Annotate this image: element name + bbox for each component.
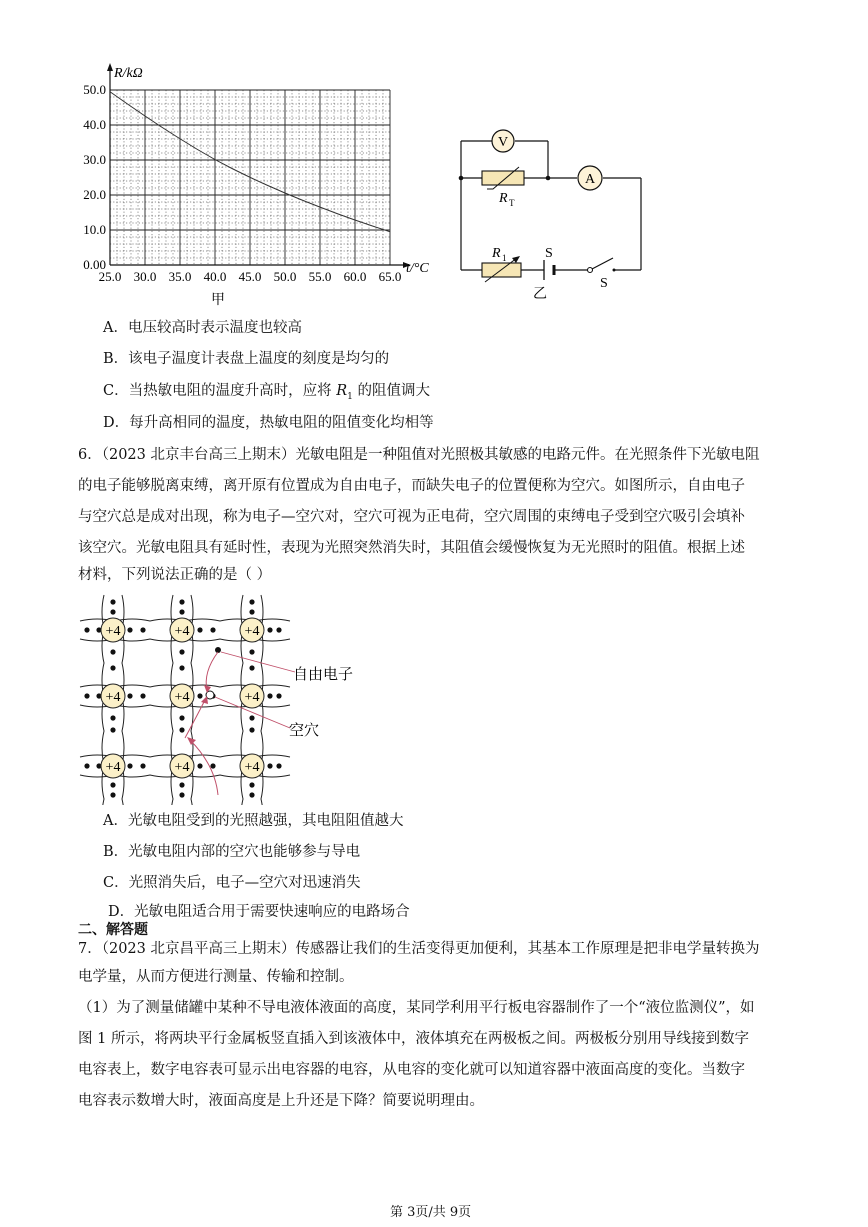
page-footer: 第 3页/共 9页: [390, 1205, 472, 1220]
bond-electron: [110, 792, 115, 797]
bond-electron: [179, 715, 184, 720]
bond-electron: [249, 649, 254, 654]
y-tick-label: 0.00: [83, 257, 106, 272]
bond-electron: [197, 627, 202, 632]
bond-electron: [179, 792, 184, 797]
bond-electron: [197, 763, 202, 768]
q5-option-d: D．每升高相同的温度，热敏电阻的阻值变化均相等: [103, 415, 434, 431]
bond-electron: [179, 727, 184, 732]
x-tick-label: 35.0: [168, 269, 192, 284]
bond-electron: [110, 649, 115, 654]
bond-electron: [249, 609, 254, 614]
bond-electron: [249, 599, 254, 604]
atom-label: +4: [105, 624, 121, 639]
bond-electron: [249, 792, 254, 797]
bond-electron: [127, 627, 132, 632]
bond-electron: [140, 693, 145, 698]
semiconductor-lattice: [75, 590, 375, 805]
y-tick-label: 50.0: [83, 82, 106, 97]
bond-electron: [249, 665, 254, 670]
atom-label: +4: [174, 760, 190, 775]
y-tick-label: 40.0: [83, 117, 106, 132]
bond-electron: [84, 763, 89, 768]
rheostat-subscript: 1: [502, 253, 507, 263]
atom-label: +4: [105, 760, 121, 775]
atom-label: +4: [105, 690, 121, 705]
hole-label: 空穴: [289, 723, 320, 739]
y-tick-label: 10.0: [83, 222, 106, 237]
q6-option-d: D．光敏电阻适合用于需要快速响应的电路场合: [108, 904, 410, 920]
x-tick-label: 65.0: [378, 269, 402, 284]
x-tick-label: 60.0: [343, 269, 367, 284]
bond-electron: [140, 627, 145, 632]
q6-line-5: 材料，下列说法正确的是（ ）: [78, 567, 272, 583]
atom-label: +4: [244, 760, 260, 775]
bond-electron: [84, 627, 89, 632]
q7-line-6: 电容表示数增大时，液面高度是上升还是下降？简要说明理由。: [78, 1093, 484, 1109]
thermistor-icon: [482, 171, 524, 185]
junction-dot-left: [459, 176, 464, 181]
x-tick-label: 30.0: [133, 269, 157, 284]
voltmeter-label: V: [498, 135, 509, 150]
q6-option-b: B．光敏电阻内部的空穴也能够参与导电: [103, 844, 361, 860]
junction-dot-right: [546, 176, 551, 181]
bond-electron: [276, 693, 281, 698]
atom-label: +4: [174, 624, 190, 639]
x-tick-label: 50.0: [273, 269, 297, 284]
switch-contact: [588, 268, 593, 273]
bond-electron: [127, 693, 132, 698]
bond-electron: [127, 763, 132, 768]
graph-caption: 甲: [211, 293, 225, 308]
y-tick-labels: [83, 82, 106, 272]
x-tick-label: 25.0: [98, 269, 122, 284]
bond-electron: [110, 727, 115, 732]
bond-electron: [179, 609, 184, 614]
y-tick-label: 20.0: [83, 187, 106, 202]
x-tick-label: 45.0: [238, 269, 262, 284]
bond-electron: [179, 665, 184, 670]
q5-option-c: C．当热敏电阻的温度升高时，应将 $R_1$ 的阻值调大: [103, 383, 430, 402]
bond-electron: [276, 627, 281, 632]
q7-line-1: 7．（2023 北京昌平高三上期末）传感器让我们的生活变得更加便利，其基本工作原理是把非电学量转换为: [78, 941, 760, 957]
switch-label: S: [600, 276, 608, 291]
q6-line-3: 与空穴总是成对出现，称为电子—空穴对，空穴可视为正电荷，空穴周围的束缚电子受到空穴吸引会填补: [78, 509, 745, 525]
y-axis-label: R/kΩ: [114, 66, 143, 81]
bond-electron: [249, 782, 254, 787]
lattice-structure: [80, 595, 290, 805]
bond-electron: [110, 782, 115, 787]
q6-line-1: 6．（2023 北京丰台高三上期末）光敏电阻是一种阻值对光照极其敏感的电路元件。在光照条件下光敏电阻: [78, 447, 760, 463]
q7-line-3: （1）为了测量储罐中某种不导电液体液面的高度，某同学利用平行板电容器制作了一个“液位监测仪”，如: [78, 1000, 755, 1016]
circuit-caption: 乙: [533, 287, 547, 300]
bond-electron: [249, 727, 254, 732]
x-tick-labels: [99, 269, 402, 284]
bond-electron: [276, 763, 281, 768]
atom-label: +4: [244, 690, 260, 705]
bond-electron: [267, 627, 272, 632]
y-tick-label: 30.0: [83, 152, 106, 167]
q7-line-5: 电容表上，数字电容表可显示出电容器的电容，从电容的变化就可以知道容器中液面高度的变化。当数字: [78, 1062, 745, 1078]
x-tick-label: 55.0: [308, 269, 332, 284]
q5-option-a: A．电压较高时表示温度也较高: [103, 320, 302, 336]
bond-electron: [110, 665, 115, 670]
bond-electron: [110, 599, 115, 604]
switch-icon: [592, 258, 613, 269]
thermistor-label: R: [499, 191, 508, 206]
battery-label: S: [545, 246, 553, 261]
rheostat-label: R: [492, 246, 501, 261]
bond-electron: [179, 782, 184, 787]
bond-electron: [140, 763, 145, 768]
bond-electron: [110, 715, 115, 720]
q6-line-4: 该空穴。光敏电阻具有延时性，表现为光照突然消失时，其阻值会缓慢恢复为无光照时的阻值。根据上述: [78, 540, 745, 556]
bond-electron: [179, 599, 184, 604]
bond-electron: [210, 627, 215, 632]
x-axis-label: t/°C: [406, 261, 429, 276]
bond-electron: [84, 693, 89, 698]
q6-option-c: C．光照消失后，电子—空穴对迅速消失: [103, 875, 361, 891]
circuit-diagram: [455, 120, 655, 300]
bond-electron: [267, 763, 272, 768]
q5-option-b: B．该电子温度计表盘上温度的刻度是均匀的: [103, 351, 390, 367]
q6-line-2: 的电子能够脱离束缚，离开原有位置成为自由电子，而缺失电子的位置便称为空穴。如图所示，自由电子: [78, 478, 745, 494]
free-electron-pointer: [221, 652, 295, 672]
thermistor-graph: [70, 60, 450, 315]
thermistor-subscript: T: [509, 198, 515, 208]
y-axis-arrow: [107, 63, 113, 71]
bond-electron: [249, 715, 254, 720]
bond-electron: [210, 763, 215, 768]
bond-electron: [110, 609, 115, 614]
q7-line-2: 电学量，从而方便进行测量、传输和控制。: [78, 969, 354, 985]
q6-option-a: A．光敏电阻受到的光照越强，其电阻阻值越大: [103, 813, 404, 829]
free-electron-label: 自由电子: [293, 667, 354, 683]
bond-electron: [267, 693, 272, 698]
q7-line-4: 图 1 所示，将两块平行金属板竖直插入到该液体中，液体填充在两极板之间。两极板分别用导线接到数字: [78, 1031, 749, 1047]
bond-electron: [197, 693, 202, 698]
bond-electron: [179, 649, 184, 654]
section-heading: 二、解答题: [78, 922, 148, 938]
ammeter-label: A: [585, 172, 596, 187]
atom-label: +4: [174, 690, 190, 705]
x-tick-label: 40.0: [203, 269, 227, 284]
atom-label: +4: [244, 624, 260, 639]
